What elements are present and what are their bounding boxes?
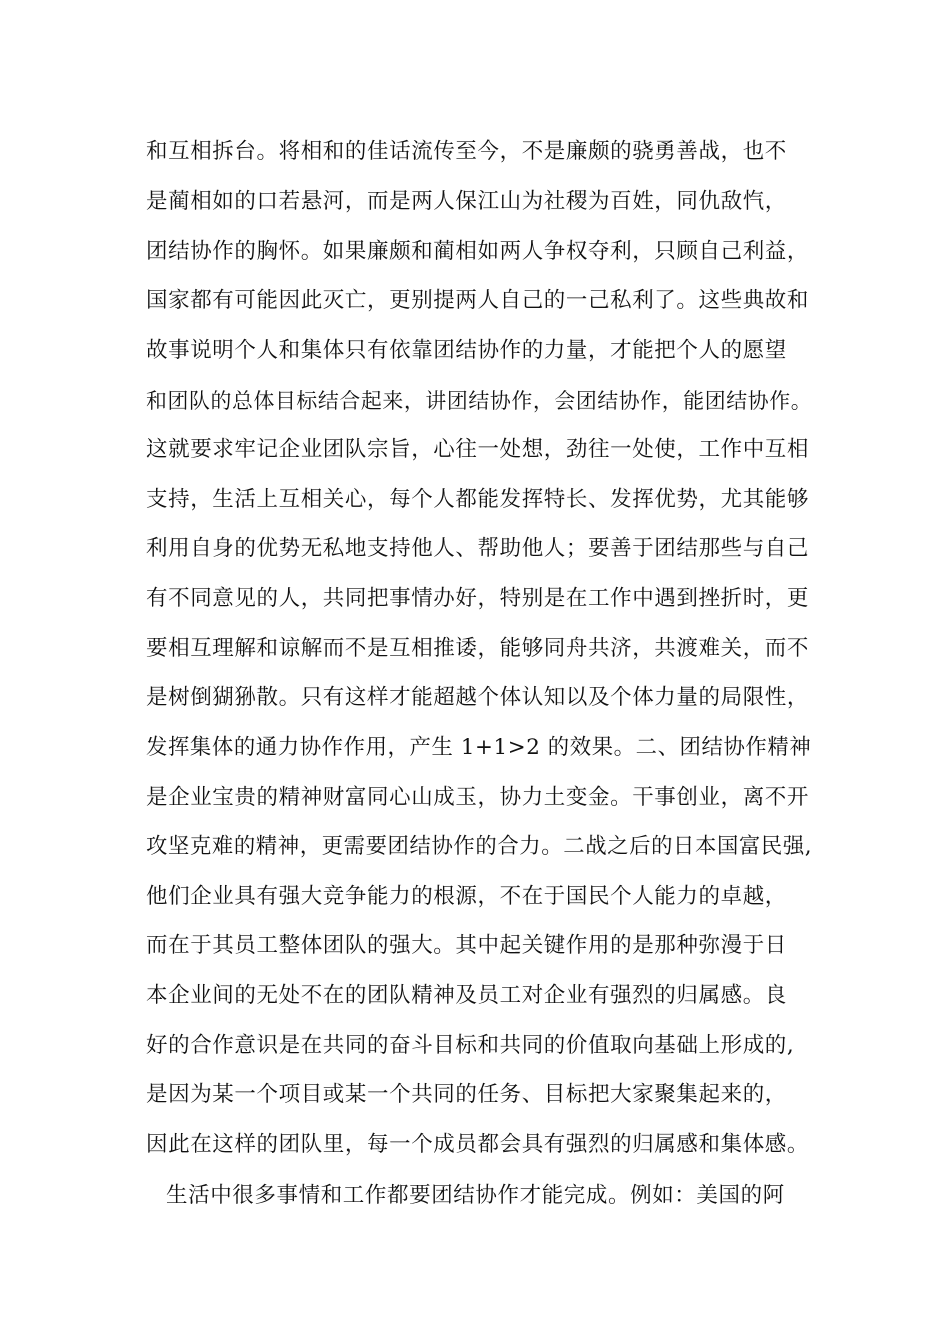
paragraph-line: 他们企业具有强大竞争能力的根源，不在于国民个人能力的卓越， bbox=[146, 884, 787, 909]
paragraph-line: 和互相拆台。将相和的佳话流传至今，不是廉颇的骁勇善战，也不 bbox=[146, 139, 787, 164]
paragraph-line: 团结协作的胸怀。如果廉颇和蔺相如两人争权夺利，只顾自己利益， bbox=[146, 239, 810, 264]
paragraph-line: 好的合作意识是在共同的奋斗目标和共同的价值取向基础上形成的, bbox=[146, 1033, 795, 1058]
paragraph-line: 本企业间的无处不在的团队精神及员工对企业有强烈的归属感。良 bbox=[146, 983, 787, 1008]
paragraph-line: 因此在这样的团队里，每一个成员都会具有强烈的归属感和集体感。 bbox=[146, 1132, 810, 1157]
paragraph-line: 和团队的总体目标结合起来，讲团结协作，会团结协作，能团结协作。 bbox=[146, 389, 813, 413]
paragraph-line: 而在于其员工整体团队的强大。其中起关键作用的是那种弥漫于日 bbox=[146, 933, 787, 958]
paragraph-line: 攻坚克难的精神，更需要团结协作的合力。二战之后的日本国富民强, bbox=[146, 834, 813, 859]
paragraph-line: 要相互理解和谅解而不是互相推诿，能够同舟共济，共渡难关，而不 bbox=[146, 636, 810, 661]
paragraph-line: 利用自身的优势无私地支持他人、帮助他人；要善于团结那些与自己 bbox=[146, 536, 810, 561]
paragraph-line: 是企业宝贵的精神财富同心山成玉，协力土变金。干事创业，离不开 bbox=[146, 785, 810, 810]
paragraph-line: 是树倒猢狲散。只有这样才能超越个体认知以及个体力量的局限性， bbox=[146, 685, 810, 710]
paragraph-line: 发挥集体的通力协作作用，产生 1+1>2 的效果。二、团结协作精神 bbox=[146, 735, 812, 760]
paragraph-line: 生活中很多事情和工作都要团结协作才能完成。例如：美国的阿 bbox=[166, 1183, 785, 1208]
paragraph-line: 有不同意见的人，共同把事情办好，特别是在工作中遇到挫折时，更 bbox=[146, 586, 810, 611]
paragraph-line: 故事说明个人和集体只有依靠团结协作的力量，才能把个人的愿望 bbox=[146, 338, 787, 363]
paragraph-line: 支持，生活上互相关心，每个人都能发挥特长、发挥优势，尤其能够 bbox=[146, 487, 810, 512]
paragraph-line: 是蔺相如的口若悬河，而是两人保江山为社稷为百姓，同仇敌忾， bbox=[146, 189, 787, 214]
paragraph-line: 是因为某一个项目或某一个共同的任务、目标把大家聚集起来的， bbox=[146, 1082, 787, 1107]
paragraph-line: 国家都有可能因此灭亡，更别提两人自己的一己私利了。这些典故和 bbox=[146, 288, 810, 313]
paragraph-line: 这就要求牢记企业团队宗旨，心往一处想，劲往一处使，工作中互相 bbox=[146, 437, 810, 462]
